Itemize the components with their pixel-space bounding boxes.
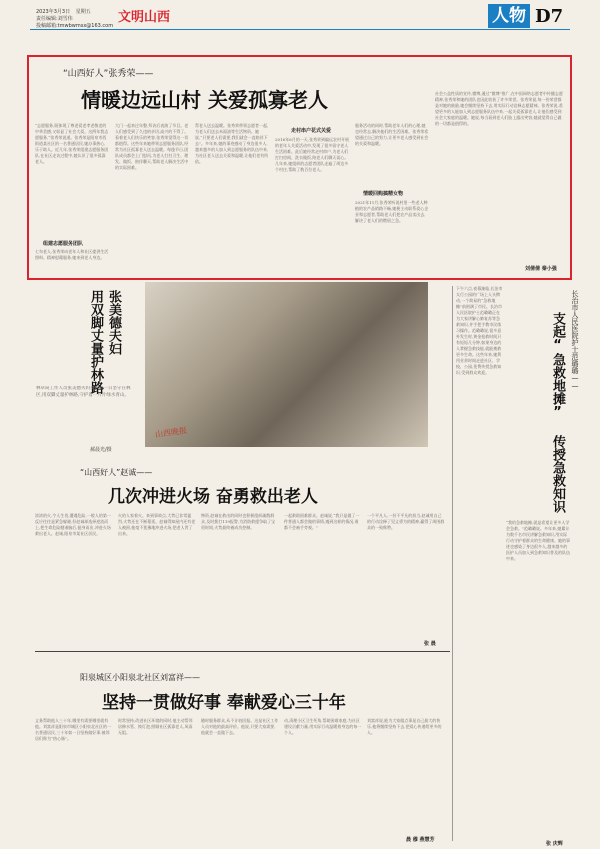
story2-title-1: 张美德夫妇 bbox=[106, 290, 121, 355]
story5-col-a: 下午六点,夜幕渐临,长治市太行公园的广场上人头攒动,一个简易的“急救地摊”前围满了市民。长治市人民医院护士范璐璐正在为大家讲解心肺复苏等急救知识,并手把手教市民练习操作。范璐璐说,很多意外发生时,黄金抢救时间只有短短几分钟,如果身边的人掌握急救技能,就能挽救更多生命。这些年来,她利用业余时间走进社区、学校、公园,免费传授急救知识,受到群众欢迎。 bbox=[456, 286, 503, 375]
story1-body-col6: 社会公益性质的宣传,微博,通过“微博”推广,在中国网络志愿者中传播志愿精神,张秀荣和她的团队也因此收获了许多荣誉。张秀荣说,每一份荣誉都是对她的鼓励,她会继续坚持下去,用实际行动诠释志愿精神。张秀荣说,希望更多的人能加入到志愿服务队伍中来,一起关爱孤寡老人,让他们感受到社会大家庭的温暖。她说,每当看到老人们脸上露出笑容,她就觉得自己做的一切都是值得的。 bbox=[435, 91, 563, 126]
story3-col4: 一起救助困难群众。赵诚说,“我只是做了一件普通人都会做的事情,遇到这样的情况,谁都不会袖手旁观。” bbox=[284, 513, 360, 530]
story2-title-2: 用双脚丈量护林路 bbox=[88, 290, 103, 394]
story3-col1: 浓浓的火,令人生畏,遭遇危险,一般人的第一反应往往是紧急躲避,但赵诚却选择逆流而上,把生命危险抛诸脑后,挺身而出,冲进火场救出老人。赵诚,阳泉市某社区居民。 bbox=[35, 513, 111, 536]
story1-kicker: “山西好人”张秀荣—— bbox=[63, 69, 154, 79]
story1-body-col5a: 服务活动的同时,帮助老年人们的心理,她也经常去,解决他们的生活困难。张秀荣希望通过自己的努力,让更多老人感受到社会的关爱和温暖。 bbox=[355, 123, 429, 146]
story1-body-col1: “志愿服务,既体现了尊老爱老孝老敬老的中华美德,又彰显了社会大爱。这两年我志愿服务,“张秀荣说道。张秀荣是阳泉市西街道某社区的一名普通居民,她办事热心,乐于助人。近几年,张秀荣组建志愿服务团队,在社区走访过程中,她认识了很多孤寡老人。 bbox=[35, 123, 109, 164]
story4-col1: 义务帮助他人三十年,哪里有需要哪里就有他。刘富祥是阳泉市城区小阳泉北社区的一名普通居民,三十年如一日坚持做好事,被邻居们称为“热心肠”。 bbox=[35, 718, 111, 741]
weekday: 星期五 bbox=[75, 9, 91, 15]
photo-stamp: 山西晚报 bbox=[154, 425, 188, 440]
story4-byline: 晨 穆 燕慧芳 bbox=[406, 837, 435, 843]
story2-caption-text: 林草局工作人员张美德夫妇多年如一日坚守在林区,用双脚丈量护林路,守护着一片片绿水青山。 bbox=[36, 386, 131, 398]
story1-body-col4: 2016年6月的一天,张秀荣到偏远农村开展的老年人关爱活动中,发现了很多留守老人生活困难。此后她经常走村串户,为老人们打扫房间、洗衣做饭,陪老人们聊天谈心。几年来,她组织的志愿者团队走遍了周边多个村庄,帮助了数百位老人。 bbox=[275, 137, 349, 172]
story1-body-col3: 帮老人送去温暖。张秀荣带领志愿者一起,为老人们送去米面油等生活物资。她说,“只要老人们需要,我们就会一直陪伴下去”。多年来,她的事迹感动了身边很多人,越来越多的人加入到志愿服务的队伍中来,为社区老人送去关爱和温暖,让他们老有所依。 bbox=[195, 123, 269, 164]
header-date bbox=[36, 8, 91, 15]
page-number: D7 bbox=[535, 6, 564, 27]
story1-subhead2: 走村串户花式关爱 bbox=[291, 128, 332, 134]
story5-byline: 张 庆辉 bbox=[546, 841, 563, 847]
divider-story3-4 bbox=[35, 651, 450, 652]
story3-kicker: “山西好人”赵诚—— bbox=[80, 468, 153, 477]
story3-headline: 几次冲进火场 奋勇救出老人 bbox=[108, 487, 318, 507]
story1-byline: 刘倩倩 秦小强 bbox=[525, 266, 557, 272]
story1-box bbox=[27, 55, 572, 280]
story1-subhead1: 组建志愿服务团队 bbox=[43, 241, 84, 247]
column-name: 文明山西 bbox=[118, 10, 171, 25]
story4-headline: 坚持一贯做好事 奉献爱心三十年 bbox=[102, 693, 346, 713]
header-editor: 责任编辑:刘雪伟 bbox=[36, 16, 73, 22]
story3-col3: 物资,赵诚在救出的同时也积极组织疏散群众,及时拨打119报警,为消防救援争取了宝贵时间,火势最终被成功控制。 bbox=[201, 513, 276, 530]
story1-headline: 情暖边远山村 关爱孤寡老人 bbox=[81, 88, 328, 112]
right-col-divider bbox=[452, 286, 453, 841]
story1-body-col2: 大门一起来过年整,拜访后表演了节目。老人们感受到了久违的亲切,高兴的不得了。看着老人们快乐的笑容,张秀荣觉得这一切都值得。这些年来她带领志愿服务团队,经常为社区孤寡老人送去温暖。每逢节日,团队成员都会上门慰问,为老人打扫卫生、理发、做饭、陪伴聊天,帮助老人解决生活中的实际困难。 bbox=[115, 123, 189, 170]
story4-col2: 时常坚持,改进社区环境的同时,他主动帮邻居修水管、换灯泡,照顾社区孤寡老人,风雨无阻。 bbox=[118, 718, 193, 735]
story1-body-col5b: 2021年11月,张秀荣听说村里一些老人种植的农产品销路不畅,她便主动联系爱心企业和志愿者,帮助老人们把农产品卖出去,解决了老人们的燃眉之急。 bbox=[355, 200, 429, 223]
story5-col-b: “我的急救地摊,就是希望让更多人学会急救。”范璐璐说。多年来,她累计为数千名市民讲解急救知识,用实际行动守护着群众的生命健康。她的事迹也感染了身边很多人,越来越多的医护人员加入到急救知识普及的队伍中来。 bbox=[506, 520, 570, 561]
story1-subhead3: 情暖回购搞精女物 bbox=[363, 191, 404, 197]
date: 2023年3月3日 bbox=[36, 9, 71, 15]
story4-col3: 随时服务群众,从不计较回报。这是社区工作人员对他的最高评价。他说,只要大家需要,他就会一直做下去。 bbox=[201, 718, 279, 735]
story4-col5: 刘富祥说,能为大家做点事是自己最大的快乐,他将继续坚持下去,把爱心传递给更多的人。 bbox=[367, 718, 442, 735]
story3-byline: 张 晨 bbox=[424, 641, 436, 647]
section-badge bbox=[488, 4, 530, 28]
masthead-rule bbox=[30, 29, 570, 30]
header-email: 投稿邮箱:tmwbwmsx@163.com bbox=[36, 23, 114, 29]
story4-kicker: 阳泉城区小阳泉北社区刘富祥—— bbox=[80, 673, 200, 682]
section-name: 人物 bbox=[492, 6, 526, 26]
story3-col2: 火的人家着火。来到事故点,大势已非常猛烈,火势还在不断蔓延。赵诚得知屋内还有老人被困,他毫不犹豫地冲进火场,把老人背了出来。 bbox=[118, 513, 196, 536]
story3-col5: 一个平凡人,一份不平凡的担当,赵诚用自己的行动诠释了见义勇为的精神,赢得了周围群众的一致称赞。 bbox=[367, 513, 445, 530]
story2-photo bbox=[145, 282, 428, 447]
story4-col4: 动,清理小区卫生死角,帮助困难家庭,为社区建设贡献力量,用实际行动温暖着身边的每一个人。 bbox=[284, 718, 362, 735]
story2-caption: 郝晨光/摄 bbox=[90, 447, 112, 453]
story1-body-col1b: 七旬老人,张秀荣向老年人和社区提供生活照料、精神慰藉服务,她来到老人身边。 bbox=[35, 249, 109, 260]
story5-kicker: 长治市人民医院护士范璐璐—— bbox=[571, 290, 579, 390]
story5-headline: 支起“急救地摊” 传授急救知识 bbox=[550, 312, 565, 513]
